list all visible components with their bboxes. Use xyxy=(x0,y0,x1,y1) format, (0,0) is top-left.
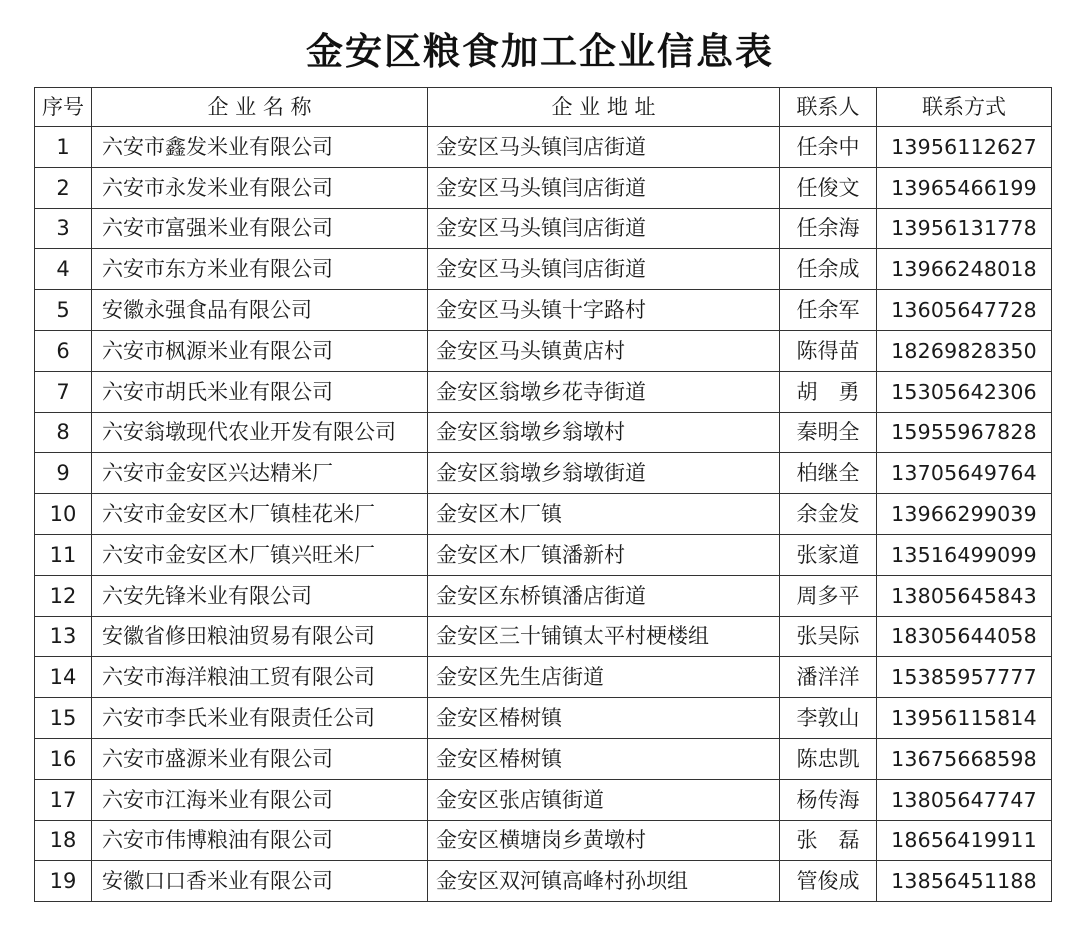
table-row xyxy=(35,371,1052,412)
cell-company-name: 六安市伟博粮油有限公司 xyxy=(92,820,428,861)
cell-company-address: 金安区马头镇闫店街道 xyxy=(428,127,780,168)
cell-company-name: 六安市海洋粮油工贸有限公司 xyxy=(92,657,428,698)
cell-contact-person: 管俊成 xyxy=(780,861,877,902)
cell-phone: 13956115814 xyxy=(877,698,1052,739)
cell-company-address: 金安区马头镇十字路村 xyxy=(428,290,780,331)
table-row xyxy=(35,738,1052,779)
table-header-row xyxy=(35,88,1052,127)
cell-no: 14 xyxy=(35,657,92,698)
cell-no: 9 xyxy=(35,453,92,494)
cell-company-address: 金安区三十铺镇太平村梗楼组 xyxy=(428,616,780,657)
cell-phone: 13516499099 xyxy=(877,534,1052,575)
cell-company-name: 六安翁墩现代农业开发有限公司 xyxy=(92,412,428,453)
cell-no: 15 xyxy=(35,698,92,739)
cell-phone: 13675668598 xyxy=(877,738,1052,779)
cell-phone: 13966299039 xyxy=(877,494,1052,535)
page-title: 金安区粮食加工企业信息表 xyxy=(306,30,774,73)
cell-company-address: 金安区翁墩乡花寺街道 xyxy=(428,371,780,412)
cell-phone: 15955967828 xyxy=(877,412,1052,453)
cell-no: 16 xyxy=(35,738,92,779)
cell-company-name: 六安市鑫发米业有限公司 xyxy=(92,127,428,168)
cell-company-name: 六安先锋米业有限公司 xyxy=(92,575,428,616)
cell-contact-person: 余金发 xyxy=(780,494,877,535)
cell-phone: 15305642306 xyxy=(877,371,1052,412)
cell-phone: 13956112627 xyxy=(877,127,1052,168)
cell-company-name: 六安市李氏米业有限责任公司 xyxy=(92,698,428,739)
cell-no: 5 xyxy=(35,290,92,331)
cell-company-address: 金安区木厂镇 xyxy=(428,494,780,535)
cell-contact-person: 陈得苗 xyxy=(780,330,877,371)
cell-company-address: 金安区翁墩乡翁墩街道 xyxy=(428,453,780,494)
cell-company-name: 安徽省修田粮油贸易有限公司 xyxy=(92,616,428,657)
cell-phone: 13605647728 xyxy=(877,290,1052,331)
cell-no: 8 xyxy=(35,412,92,453)
cell-company-name: 六安市东方米业有限公司 xyxy=(92,249,428,290)
cell-company-name: 六安市江海米业有限公司 xyxy=(92,779,428,820)
cell-company-name: 安徽口口香米业有限公司 xyxy=(92,861,428,902)
cell-no: 10 xyxy=(35,494,92,535)
table-row xyxy=(35,861,1052,902)
table-row xyxy=(35,820,1052,861)
table-row xyxy=(35,167,1052,208)
cell-no: 12 xyxy=(35,575,92,616)
cell-company-name: 六安市富强米业有限公司 xyxy=(92,208,428,249)
enterprise-info-table xyxy=(34,87,1052,902)
table-row xyxy=(35,127,1052,168)
cell-company-address: 金安区先生店街道 xyxy=(428,657,780,698)
header-name: 企 业 名 称 xyxy=(92,88,428,127)
table-row xyxy=(35,249,1052,290)
cell-contact-person: 秦明全 xyxy=(780,412,877,453)
cell-company-address: 金安区木厂镇潘新村 xyxy=(428,534,780,575)
cell-contact-person: 张吴际 xyxy=(780,616,877,657)
table-row xyxy=(35,494,1052,535)
cell-contact-person: 任余海 xyxy=(780,208,877,249)
table-row xyxy=(35,616,1052,657)
table-row xyxy=(35,453,1052,494)
cell-no: 1 xyxy=(35,127,92,168)
cell-contact-person: 胡 勇 xyxy=(780,371,877,412)
table-row xyxy=(35,698,1052,739)
cell-no: 6 xyxy=(35,330,92,371)
cell-phone: 13966248018 xyxy=(877,249,1052,290)
table-row xyxy=(35,208,1052,249)
cell-phone: 18656419911 xyxy=(877,820,1052,861)
header-phone: 联系方式 xyxy=(877,88,1052,127)
cell-phone: 18269828350 xyxy=(877,330,1052,371)
cell-no: 13 xyxy=(35,616,92,657)
table-row xyxy=(35,534,1052,575)
cell-phone: 15385957777 xyxy=(877,657,1052,698)
cell-contact-person: 柏继全 xyxy=(780,453,877,494)
cell-contact-person: 任俊文 xyxy=(780,167,877,208)
cell-contact-person: 杨传海 xyxy=(780,779,877,820)
cell-company-address: 金安区马头镇黄店村 xyxy=(428,330,780,371)
header-address: 企 业 地 址 xyxy=(428,88,780,127)
cell-company-address: 金安区东桥镇潘店街道 xyxy=(428,575,780,616)
cell-company-address: 金安区双河镇高峰村孙坝组 xyxy=(428,861,780,902)
cell-company-address: 金安区马头镇闫店街道 xyxy=(428,208,780,249)
cell-no: 7 xyxy=(35,371,92,412)
cell-company-name: 六安市金安区兴达精米厂 xyxy=(92,453,428,494)
cell-no: 19 xyxy=(35,861,92,902)
table-row xyxy=(35,575,1052,616)
cell-contact-person: 潘洋洋 xyxy=(780,657,877,698)
cell-company-address: 金安区横塘岗乡黄墩村 xyxy=(428,820,780,861)
table-row xyxy=(35,779,1052,820)
cell-company-name: 六安市金安区木厂镇兴旺米厂 xyxy=(92,534,428,575)
cell-no: 17 xyxy=(35,779,92,820)
cell-company-name: 安徽永强食品有限公司 xyxy=(92,290,428,331)
cell-company-address: 金安区翁墩乡翁墩村 xyxy=(428,412,780,453)
table-row xyxy=(35,412,1052,453)
table-row xyxy=(35,290,1052,331)
cell-contact-person: 周多平 xyxy=(780,575,877,616)
cell-contact-person: 任余军 xyxy=(780,290,877,331)
cell-contact-person: 陈忠凯 xyxy=(780,738,877,779)
cell-no: 4 xyxy=(35,249,92,290)
table-body xyxy=(35,127,1052,902)
cell-phone: 13965466199 xyxy=(877,167,1052,208)
cell-company-name: 六安市永发米业有限公司 xyxy=(92,167,428,208)
header-no: 序号 xyxy=(35,88,92,127)
cell-company-address: 金安区椿树镇 xyxy=(428,738,780,779)
cell-phone: 13705649764 xyxy=(877,453,1052,494)
cell-phone: 18305644058 xyxy=(877,616,1052,657)
cell-company-name: 六安市金安区木厂镇桂花米厂 xyxy=(92,494,428,535)
cell-contact-person: 李敦山 xyxy=(780,698,877,739)
cell-contact-person: 张 磊 xyxy=(780,820,877,861)
cell-company-address: 金安区马头镇闫店街道 xyxy=(428,249,780,290)
cell-company-name: 六安市胡氏米业有限公司 xyxy=(92,371,428,412)
cell-no: 18 xyxy=(35,820,92,861)
cell-contact-person: 任余中 xyxy=(780,127,877,168)
header-contact: 联系人 xyxy=(780,88,877,127)
cell-phone: 13956131778 xyxy=(877,208,1052,249)
cell-phone: 13805645843 xyxy=(877,575,1052,616)
table-row xyxy=(35,330,1052,371)
cell-no: 2 xyxy=(35,167,92,208)
cell-phone: 13856451188 xyxy=(877,861,1052,902)
cell-company-name: 六安市枫源米业有限公司 xyxy=(92,330,428,371)
cell-company-address: 金安区张店镇街道 xyxy=(428,779,780,820)
cell-contact-person: 任余成 xyxy=(780,249,877,290)
cell-company-name: 六安市盛源米业有限公司 xyxy=(92,738,428,779)
table-row xyxy=(35,657,1052,698)
cell-company-address: 金安区椿树镇 xyxy=(428,698,780,739)
cell-company-address: 金安区马头镇闫店街道 xyxy=(428,167,780,208)
cell-phone: 13805647747 xyxy=(877,779,1052,820)
cell-contact-person: 张家道 xyxy=(780,534,877,575)
cell-no: 3 xyxy=(35,208,92,249)
cell-no: 11 xyxy=(35,534,92,575)
